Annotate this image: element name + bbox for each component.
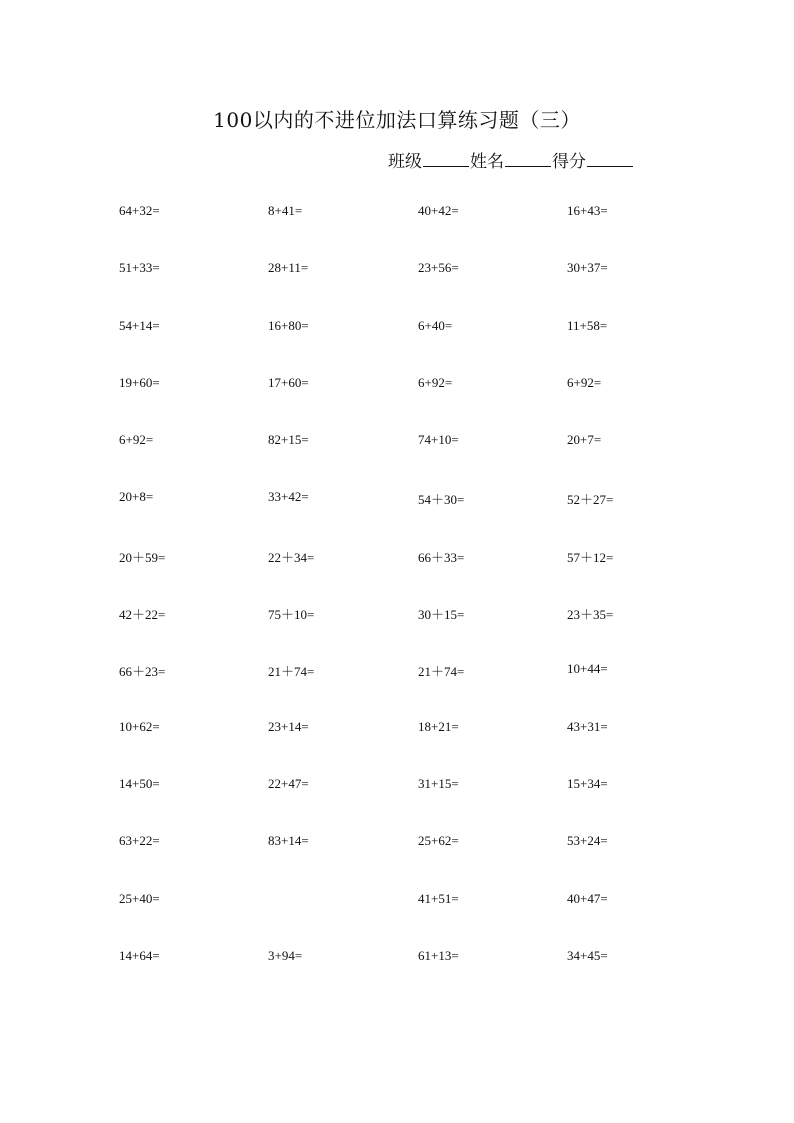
arithmetic-problem: 8+41= [268, 203, 303, 218]
problem-row [119, 661, 719, 718]
problem-row [119, 604, 719, 661]
arithmetic-problem: 10+44= [567, 661, 608, 677]
arithmetic-problem: 40+47= [567, 890, 608, 906]
problem-row [119, 318, 719, 375]
arithmetic-problem: 53+24= [567, 833, 608, 849]
arithmetic-problem: 66＋33= [418, 549, 465, 565]
arithmetic-problem: 21＋74= [268, 664, 315, 680]
name-blank [505, 150, 551, 167]
arithmetic-problem: 33+42= [268, 489, 309, 505]
arithmetic-problem: 6+92= [418, 374, 453, 390]
arithmetic-problem: 41+51= [418, 890, 459, 906]
arithmetic-problem: 16+80= [268, 317, 309, 333]
arithmetic-problem: 21＋74= [418, 664, 465, 680]
problem-row [119, 891, 719, 948]
problem-row [119, 260, 719, 317]
arithmetic-problem: 22+47= [268, 775, 309, 791]
problem-row [119, 203, 719, 260]
arithmetic-problem: 57＋12= [567, 549, 614, 565]
student-info-line [388, 147, 634, 172]
arithmetic-problem: 23+14= [268, 718, 309, 734]
arithmetic-problem: 6+92= [567, 374, 602, 390]
problem-row [119, 432, 719, 489]
arithmetic-problem: 74+10= [418, 432, 459, 448]
problem-grid [119, 203, 719, 1005]
arithmetic-problem: 34+45= [567, 947, 608, 963]
arithmetic-problem: 14+64= [119, 947, 160, 963]
arithmetic-problem: 61+13= [418, 947, 459, 963]
arithmetic-problem: 23+56= [418, 260, 459, 276]
arithmetic-problem: 43+31= [567, 718, 608, 734]
arithmetic-problem: 66＋23= [119, 664, 166, 680]
problem-row [119, 547, 719, 604]
score-blank [587, 150, 633, 167]
arithmetic-problem: 64+32= [119, 203, 160, 218]
arithmetic-problem: 25+62= [418, 833, 459, 849]
arithmetic-problem: 6+40= [418, 317, 453, 333]
problem-row [119, 776, 719, 833]
arithmetic-problem: 51+33= [119, 260, 160, 276]
class-blank [423, 150, 469, 167]
problem-row [119, 948, 719, 1005]
problem-row [119, 489, 719, 546]
page-title: 100以内的不进位加法口算练习题（三） [213, 108, 581, 132]
arithmetic-problem: 82+15= [268, 432, 309, 448]
arithmetic-problem: 6+92= [119, 432, 154, 448]
arithmetic-problem: 54+14= [119, 317, 160, 333]
arithmetic-problem: 3+94= [268, 947, 303, 963]
arithmetic-problem: 14+50= [119, 775, 160, 791]
problem-row [119, 375, 719, 432]
arithmetic-problem: 54＋30= [418, 492, 465, 508]
class-label: 班级 [388, 152, 422, 172]
arithmetic-problem: 20+8= [119, 489, 154, 505]
arithmetic-problem: 15+34= [567, 775, 608, 791]
arithmetic-problem: 16+43= [567, 203, 608, 218]
arithmetic-problem: 20＋59= [119, 549, 166, 565]
arithmetic-problem: 52＋27= [567, 492, 614, 508]
arithmetic-problem: 22＋34= [268, 549, 315, 565]
arithmetic-problem: 31+15= [418, 775, 459, 791]
arithmetic-problem: 11+58= [567, 317, 608, 333]
arithmetic-problem: 23＋35= [567, 607, 614, 623]
arithmetic-problem: 25+40= [119, 890, 160, 906]
arithmetic-problem: 10+62= [119, 718, 160, 734]
score-label: 得分 [552, 152, 586, 172]
problem-row [119, 719, 719, 776]
arithmetic-problem: 63+22= [119, 833, 160, 849]
name-label: 姓名 [470, 152, 504, 172]
arithmetic-problem: 40+42= [418, 203, 459, 218]
arithmetic-problem: 17+60= [268, 374, 309, 390]
arithmetic-problem: 83+14= [268, 833, 309, 849]
arithmetic-problem: 30+37= [567, 260, 608, 276]
arithmetic-problem: 18+21= [418, 718, 459, 734]
problem-row [119, 833, 719, 890]
arithmetic-problem: 28+11= [268, 260, 309, 276]
arithmetic-problem: 42＋22= [119, 607, 166, 623]
arithmetic-problem: 19+60= [119, 374, 160, 390]
arithmetic-problem: 20+7= [567, 432, 602, 448]
arithmetic-problem: 75＋10= [268, 607, 315, 623]
arithmetic-problem: 30＋15= [418, 607, 465, 623]
